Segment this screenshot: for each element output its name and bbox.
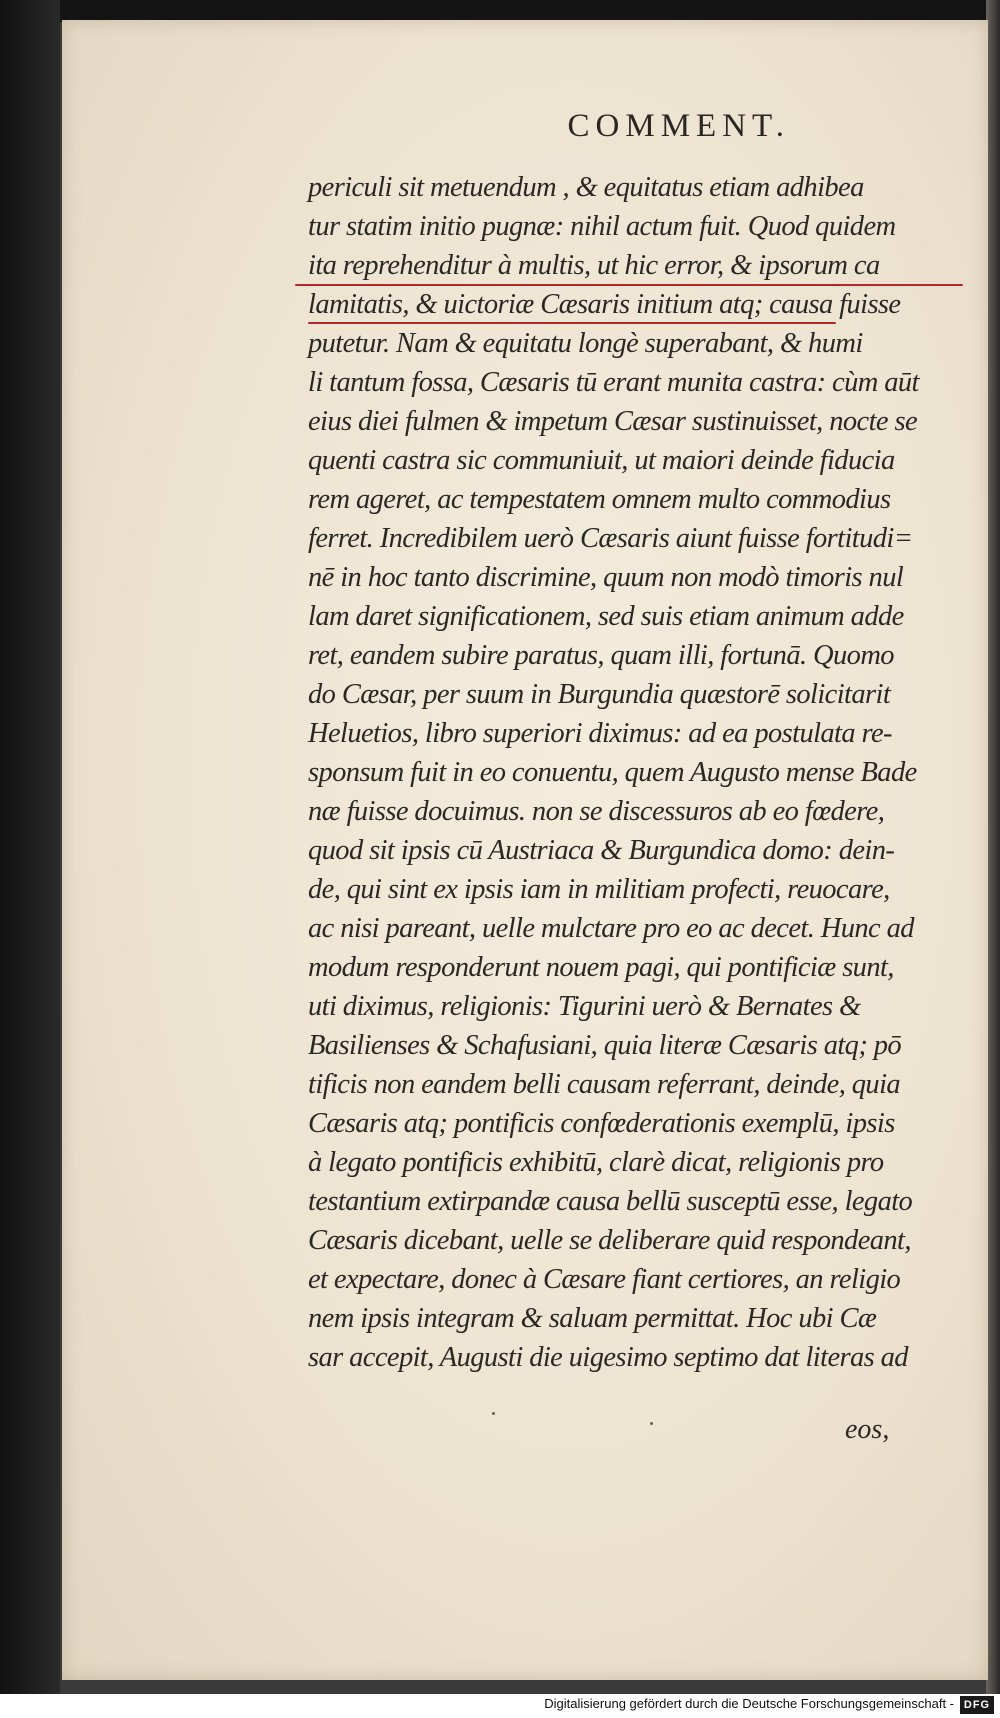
text-line: putetur. Nam & equitatu longè superabant, & humi: [308, 328, 863, 359]
footer-bar: [0, 1694, 1000, 1718]
text-line: næ fuisse docuimus. non se discessuros ab eo fœdere,: [308, 796, 885, 827]
text-line: et expectare, donec à Cæsare fiant certiores, an religio: [308, 1264, 901, 1295]
text-line: modum responderunt nouem pagi, qui pontificiæ sunt,: [308, 952, 894, 983]
text-line: rem ageret, ac tempestatem omnem multo commodius: [308, 484, 891, 515]
text-line: Basilienses & Schafusiani, quia literæ Cæsaris atq; pō: [308, 1030, 902, 1061]
text-line: quod sit ipsis cū Austriaca & Burgundica domo: dein-: [308, 835, 895, 866]
text-line: nem ipsis integram & saluam permittat. Hoc ubi Cæ: [308, 1303, 877, 1334]
text-line: nē in hoc tanto discrimine, quum non modò timoris nul: [308, 562, 904, 593]
dfg-logo: DFG: [960, 1696, 994, 1714]
text-line: periculi sit metuendum , & equitatus etiam adhibea: [308, 172, 864, 203]
text-line: lamitatis, & uictoriæ Cæsaris initium atq; causa fuisse: [308, 289, 901, 320]
text-line: tur statim initio pugnæ: nihil actum fuit. Quod quidem: [308, 211, 896, 242]
text-line: Cæsaris dicebant, uelle se deliberare quid respondeant,: [308, 1225, 911, 1256]
catchword: eos,: [845, 1414, 890, 1445]
text-line: sponsum fuit in eo conuentu, quem Augusto mense Bade: [308, 757, 917, 788]
ink-speck: [650, 1422, 653, 1425]
scan-top-border: [0, 0, 1000, 22]
text-line: ret, eandem subire paratus, quam illi, fortunā. Quomo: [308, 640, 894, 671]
body-text: [308, 168, 958, 1377]
text-line: testantium extirpandæ causa bellū susceptū esse, legato: [308, 1186, 913, 1217]
text-line: Cæsaris atq; pontificis confœderationis exemplū, ipsis: [308, 1108, 895, 1139]
text-line: eius diei fulmen & impetum Cæsar sustinuisset, nocte se: [308, 406, 918, 437]
text-line: li tantum fossa, Cæsaris tū erant munita castra: cùm aūt: [308, 367, 919, 398]
page-edge: [986, 0, 1000, 1718]
text-line: ita reprehenditur à multis, ut hic error, & ipsorum ca: [308, 250, 880, 281]
footer-credit: Digitalisierung gefördert durch die Deutsche Forschungsgemeinschaft -: [544, 1696, 954, 1711]
text-line: Heluetios, libro superiori diximus: ad ea postulata re-: [308, 718, 892, 749]
text-line: ferret. Incredibilem uerò Cæsaris aiunt fuisse fortitudi=: [308, 523, 913, 554]
text-line: do Cæsar, per suum in Burgundia quæstorē solicitarit: [308, 679, 891, 710]
text-line: sar accepit, Augusti die uigesimo septimo dat literas ad: [308, 1342, 908, 1373]
ink-speck: [492, 1412, 495, 1415]
text-line: quenti castra sic communiuit, ut maiori deinde fiducia: [308, 445, 895, 476]
text-line: de, qui sint ex ipsis iam in militiam profecti, reuocare,: [308, 874, 890, 905]
book-spine: [0, 0, 60, 1718]
text-line: tificis non eandem belli causam referrant, deinde, quia: [308, 1069, 901, 1100]
text-line: à legato pontificis exhibitū, clarè dicat, religionis pro: [308, 1147, 884, 1178]
text-line: lam daret significationem, sed suis etiam animum adde: [308, 601, 904, 632]
running-header: COMMENT.: [567, 108, 790, 144]
text-line: uti diximus, religionis: Tigurini uerò & Bernates &: [308, 991, 861, 1022]
text-line: ac nisi pareant, uelle mulctare pro eo ac decet. Hunc ad: [308, 913, 914, 944]
